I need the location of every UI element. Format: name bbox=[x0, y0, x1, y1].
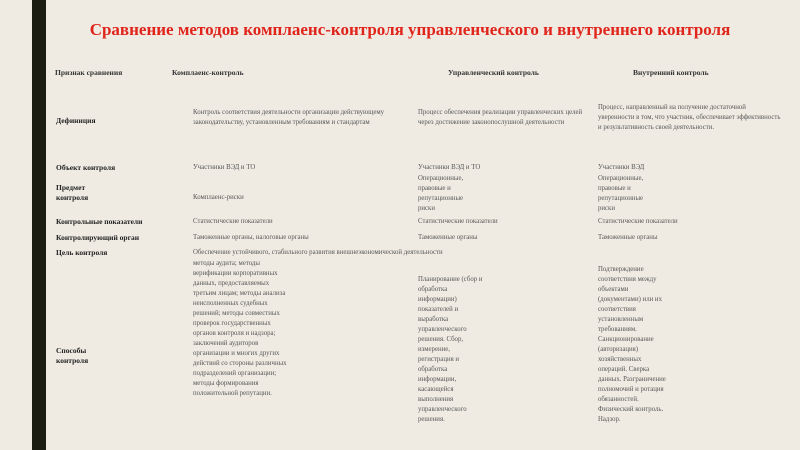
cell-object-management: Участники ВЭД и ТО bbox=[418, 164, 481, 171]
cell-methods-management: Планирование (сбор и обработка информации) показателей и выработка управленческого решения. Сбор, измерение, регистрация и обработка информации, касающейся выполнения управленческого решения. bbox=[418, 276, 483, 423]
row-label-indicators: Контрольные показатели bbox=[56, 217, 143, 226]
row-label-definition: Дефиниция bbox=[56, 116, 96, 125]
slide-title: Сравнение методов комплаенс-контроля управленческого и внутреннего контроля bbox=[89, 20, 731, 39]
row-label-methods: Способы контроля bbox=[56, 346, 89, 365]
cell-indicators-management: Статистические показатели bbox=[418, 218, 498, 225]
cell-subject-internal: Операционные, правовые и репутационные риски bbox=[598, 175, 644, 212]
cell-definition-internal: Процесс, направленный на получение достаточной уверенности в том, что участник, обеспечивает эффективность и результативность своей деятельности. bbox=[598, 104, 781, 131]
cell-authority-compliance: Таможенные органы, налоговые органы bbox=[193, 234, 309, 241]
cell-authority-management: Таможенные органы bbox=[418, 234, 478, 241]
cell-definition-compliance: Контроль соответствия деятельности организации действующему законодательству, установленным требованиям и стандартам bbox=[193, 109, 385, 126]
cell-authority-internal: Таможенные органы bbox=[598, 234, 658, 241]
col-header-compliance: Комплаенс-контроль bbox=[172, 68, 244, 77]
cell-object-internal: Участники ВЭД bbox=[598, 164, 645, 171]
cell-subject-compliance: Комплаенс-риски bbox=[193, 194, 244, 201]
row-label-authority: Контролирующий орган bbox=[56, 233, 140, 242]
row-label-subject: Предмет контроля bbox=[56, 183, 89, 202]
cell-subject-management: Операционные, правовые и репутационные риски bbox=[418, 175, 464, 212]
cell-methods-internal: Подтверждение соответствия между объектами (документами) или их соответствия установленным требованиям. Санкционирование (авторизация) хозяйственных операций. Сверка данных. Разграничение полномочий и ротация обязанностей. Физический контроль. Надзор. bbox=[598, 266, 666, 423]
left-accent-bar bbox=[32, 0, 46, 450]
cell-methods-compliance: методы аудита; методы верификации корпоративных данных, предоставляемых третьим лицам; методы анализа неисполненных судебных решений; методы совместных проверок государственных органов контроля и надзора; заключений аудиторов организации и многих других действий со стороны различных подразделений организации; методы формирования положительной репутации. bbox=[193, 260, 287, 397]
cell-object-compliance: Участники ВЭД и ТО bbox=[193, 164, 256, 171]
col-header-management: Управленческий контроль bbox=[448, 68, 539, 77]
row-label-object: Объект контроля bbox=[56, 163, 116, 172]
cell-indicators-compliance: Статистические показатели bbox=[193, 218, 273, 225]
cell-indicators-internal: Статистические показатели bbox=[598, 218, 678, 225]
cell-goal-compliance: Обеспечение устойчивого, стабильного развития внешнеэкономической деятельности bbox=[193, 249, 443, 256]
col-header-criterion: Признак сравнения bbox=[55, 68, 123, 77]
cell-definition-management: Процесс обеспечения реализации управленческих целей через достижение законопослушной деятельности bbox=[418, 109, 583, 126]
col-header-internal: Внутренний контроль bbox=[633, 68, 709, 77]
row-label-goal: Цель контроля bbox=[56, 248, 108, 257]
